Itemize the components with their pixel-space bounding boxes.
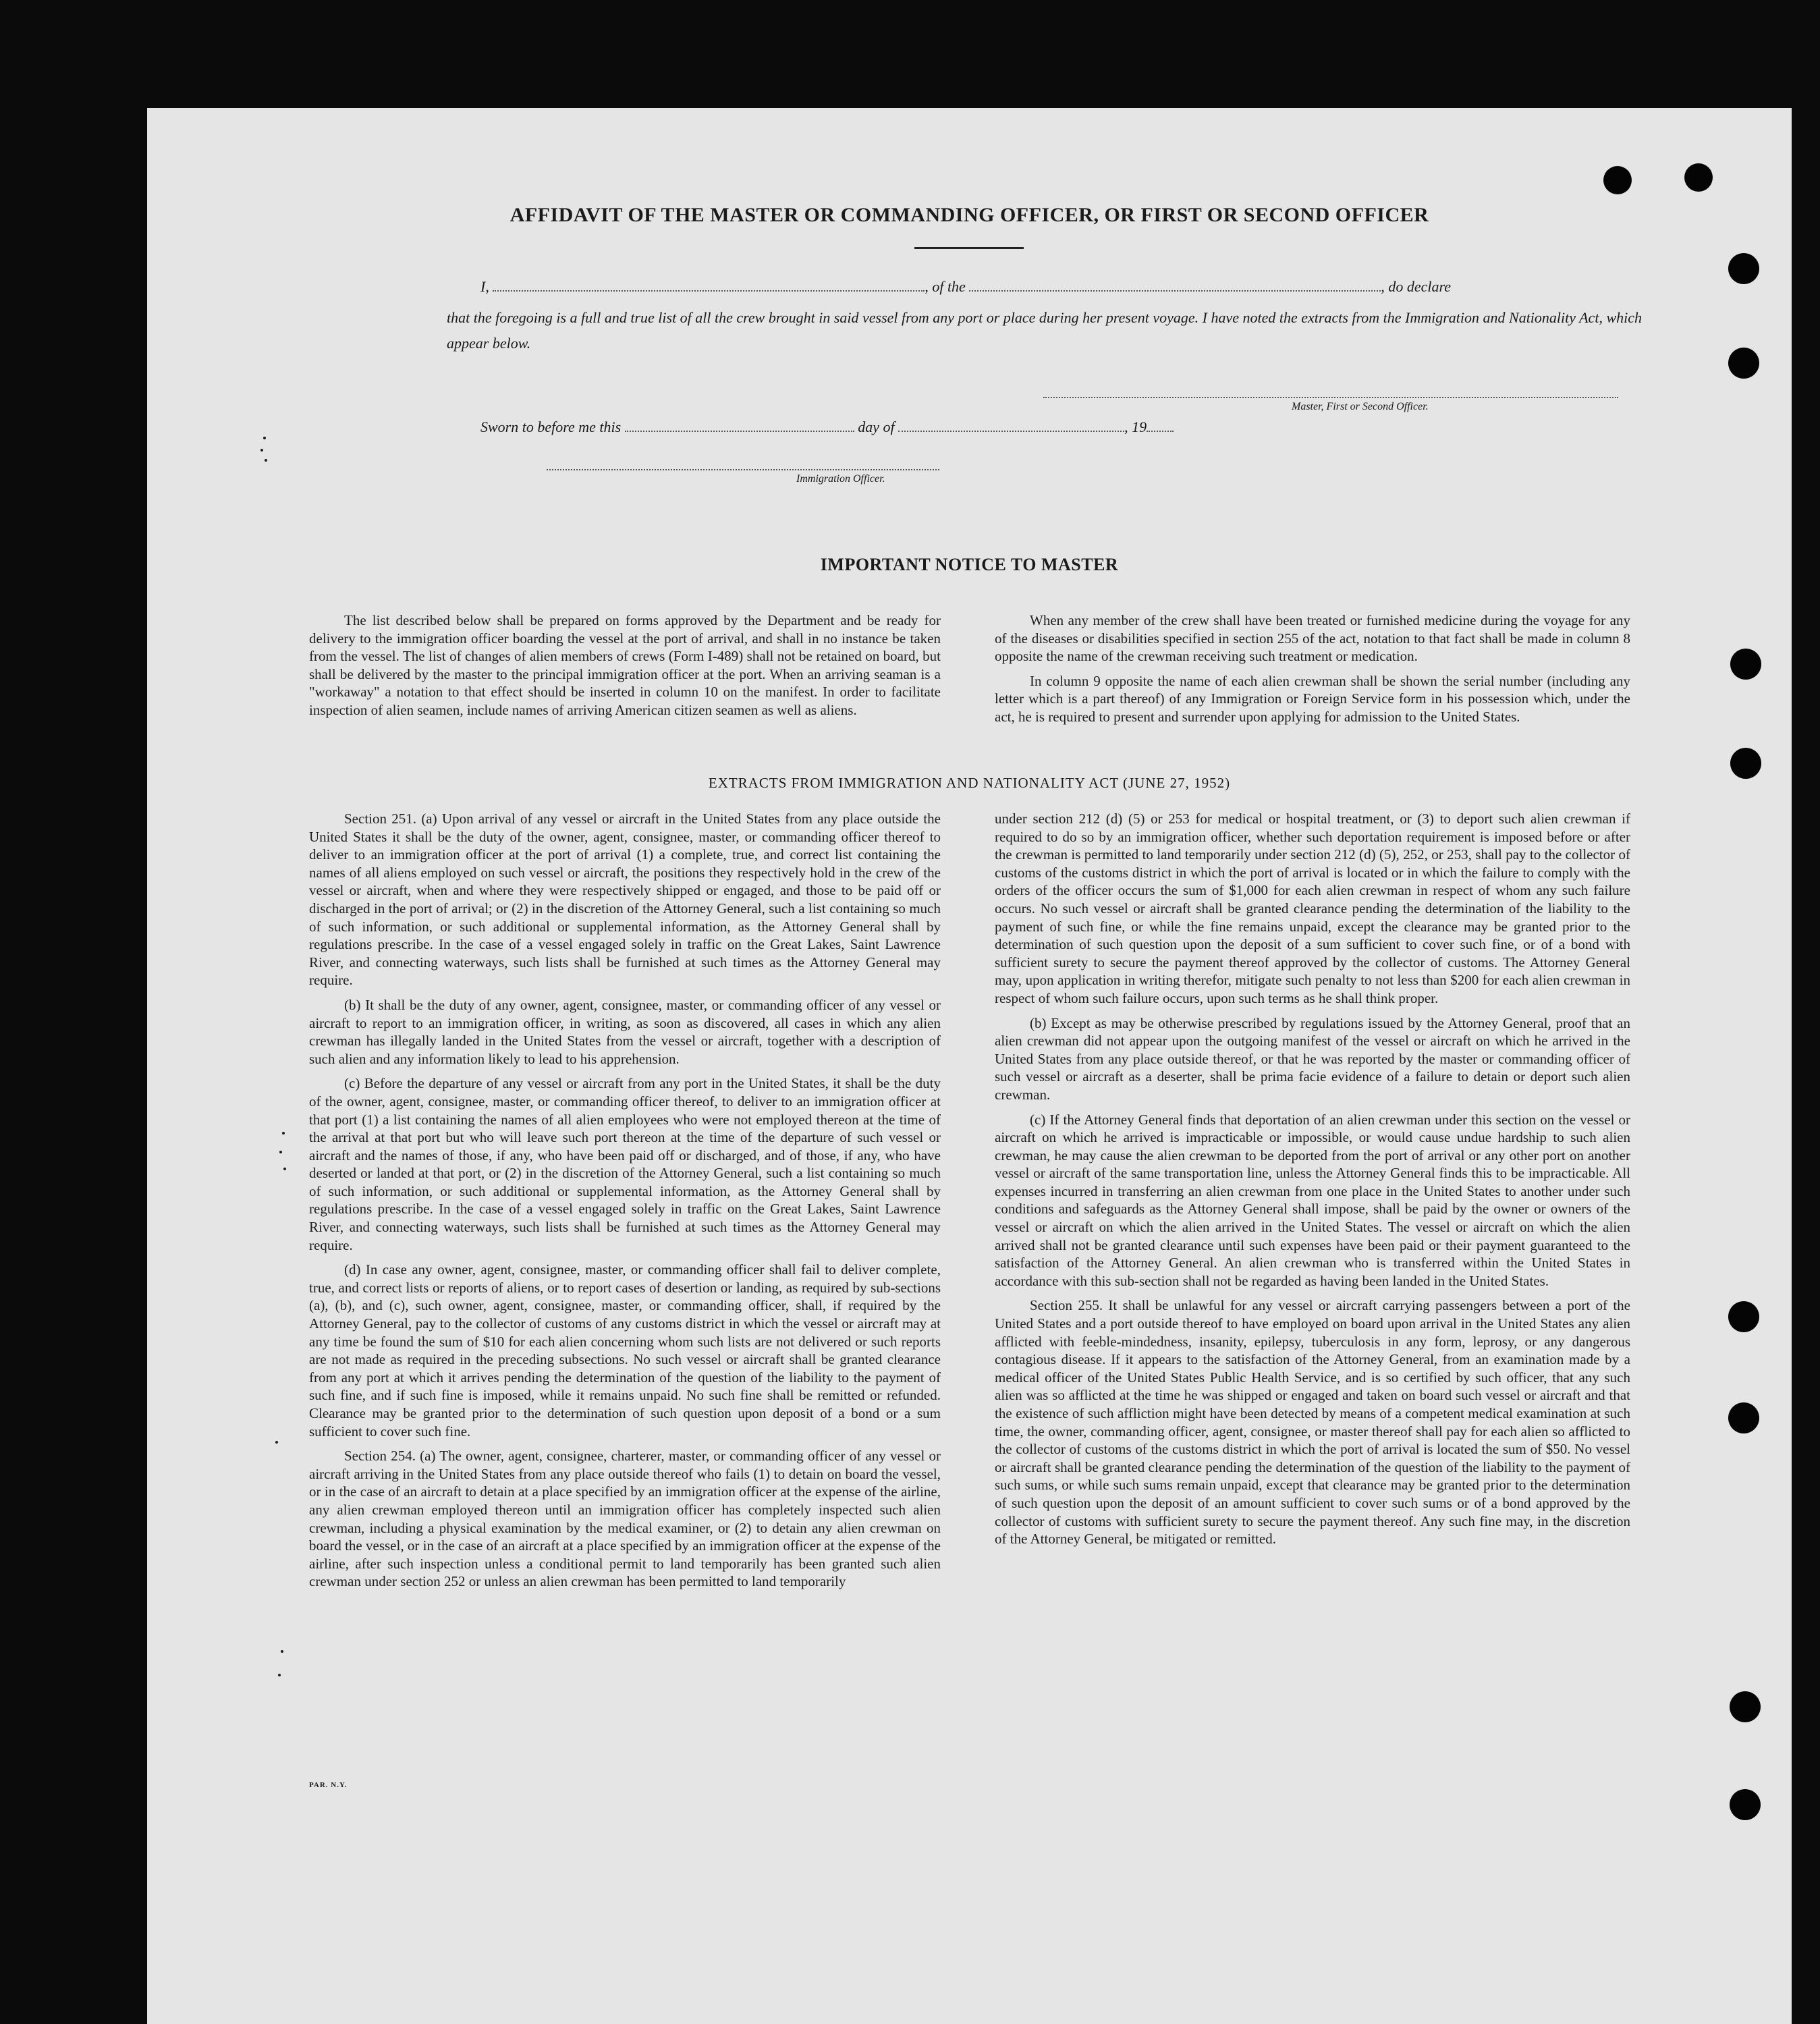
section-251-c: (c) Before the departure of any vessel or aircraft from any port in the United States, it shall be the duty of the owner, agent, consignee, master, or commanding officer thereof, to deliver to an immigration officer at that port (1) a list containing the names of all alien employees who were not employed thereon at the time of the arrival at that port but who will leave such port thereon at the time of the departure of such vessel or aircraft and the names of those, if any, who have been paid off or discharged, and of those, if any, who have deserted or landed at that port, or (2) in the discretion of the Attorney General, such a list containing so much of such information, or such additional or supplemental information, as the Attorney General shall by regulations prescribe. In the case of a vessel engaged solely in traffic on the Great Lakes, Saint Lawrence River, and connecting waterways, such lists shall be furnished at such times as the Attorney General may require. <box>309 1075 941 1253</box>
declaration-do-declare: , do declare <box>1381 278 1451 295</box>
section-254-a: Section 254. (a) The owner, agent, consignee, charterer, master, or commanding officer of any vessel or aircraft arriving in the United States from any place outside thereof who fails (1) to detain on board the vessel, or in the case of an aircraft to detain at a place specified by an immigration officer at the expense of the airline, any alien crewman employed thereon until an immigration officer has completely inspected such alien crewman, including a physical examination by the medical examiner, or (2) to detain any alien crewman on board the vessel, or in the case of an aircraft at a place specified by an immigration officer at the expense of the airline, after such inspection unless a conditional permit to land temporarily has been granted such alien crewman under section 252 or unless an alien crewman has been permitted to land temporarily <box>309 1448 941 1590</box>
margin-mark <box>282 1132 285 1134</box>
margin-mark <box>265 459 267 462</box>
punch-hole <box>1728 348 1759 379</box>
sworn-line <box>480 418 1290 443</box>
sworn-day-of: day of <box>858 418 895 435</box>
margin-mark <box>279 1151 282 1153</box>
punch-hole <box>1728 253 1759 284</box>
printer-mark: PAR. N.Y. <box>309 1781 348 1789</box>
declaration-line <box>480 278 1655 302</box>
section-254-a-continued: under section 212 (d) (5) or 253 for medical or hospital treatment, or (3) to deport such alien crewman if required to do so by an immigration officer, whether such deportation requirement is imposed before or after the crewman is permitted to land temporarily under section 212 (d) (5), 252, or 253, shall pay to the collector of customs of the customs district in which the port of arrival is located or in which the failure to comply with the orders of the officer occurs the sum of $1,000 for each alien crewman in respect of whom any such failure occurs. No such vessel or aircraft shall be granted clearance pending the determination of the liability to the payment of such fine, or while the fine remains unpaid, except the clearance may be granted prior to the determination of such question upon the deposit of a sum sufficient to cover such fine, or of a bond with sufficient surety to secure the payment thereof approved by the collector of customs. The Attorney General may, upon application in writing therefor, mitigate such penalty to not less than $200 for each alien crewman in respect of whom such failure occurs, upon such terms as he shall think proper. <box>995 811 1630 1006</box>
sworn-year: , 19 <box>1124 418 1147 435</box>
margin-mark <box>263 437 266 439</box>
notice-left-column <box>309 611 941 726</box>
margin-mark <box>260 449 263 452</box>
year-blank <box>1147 418 1174 432</box>
extracts-title: EXTRACTS FROM IMMIGRATION AND NATIONALITY ACT (JUNE 27, 1952) <box>708 775 1231 791</box>
margin-mark <box>283 1168 286 1170</box>
affidavit-title: AFFIDAVIT OF THE MASTER OR COMMANDING OFFICER, OR FIRST OR SECOND OFFICER <box>509 204 1429 226</box>
extracts-left-column <box>309 810 941 1597</box>
officer-signature-line <box>547 469 939 470</box>
punch-hole <box>1728 1301 1759 1332</box>
master-caption: Master, First or Second Officer. <box>1292 401 1429 412</box>
form-page <box>147 108 1792 2024</box>
notice-right-paragraph-1: When any member of the crew shall have been treated or furnished medicine during the voyage for any of the diseases or disabilities specified in section 255 of the act, notation to that fact shall be made in column 8 opposite the name of the crewman receiving such treatment or medication. <box>995 612 1630 665</box>
margin-mark <box>275 1441 278 1444</box>
day-blank <box>625 418 854 432</box>
punch-hole <box>1730 1691 1761 1722</box>
margin-mark <box>278 1674 281 1676</box>
declaration-of-the: , of the <box>925 278 966 295</box>
punch-hole <box>1730 649 1761 680</box>
officer-caption: Immigration Officer. <box>796 473 885 485</box>
section-251-a: Section 251. (a) Upon arrival of any vessel or aircraft in the United States from any place outside the United States it shall be the duty of the owner, agent, consignee, master, or commanding officer thereof to deliver to an immigration officer at the port of arrival (1) a complete, true, and correct list containing the names of all aliens employed on such vessel or aircraft, the positions they respectively hold in the crew of the vessel or aircraft, when and where they were respectively shipped or engaged, and those to be paid off or discharged in the port of arrival; or (2) in the discretion of the Attorney General, such a list containing so much of such information, or such additional or supplemental information, as the Attorney General shall by regulations prescribe. In the case of a vessel engaged solely in traffic on the Great Lakes, Saint Lawrence River, and connecting waterways, such lists shall be furnished at such times as the Attorney General may require. <box>309 811 941 989</box>
notice-left-paragraph: The list described below shall be prepared on forms approved by the Department and be ready for delivery to the immigration officer boarding the vessel at the port of arrival, and shall in no instance be taken from the vessel. The list of changes of alien members of crews (Form I-489) shall not be retained on board, but shall be delivered by the master to the principal immigration officer at the port. When an arriving seaman is a "workaway" a notation to that effect should be inserted in column 10 on the manifest. In order to facilitate inspection of alien seamen, include names of arriving American citizen seamen as well as aliens. <box>309 612 941 718</box>
sworn-prefix: Sworn to before me this <box>480 418 622 435</box>
section-254-b: (b) Except as may be otherwise prescribed by regulations issued by the Attorney General, proof that an alien crewman did not appear upon the outgoing manifest of the vessel or aircraft on which he arrived in the United States from any place outside thereof, or that he was reported by the master or commanding officer of such vessel or aircraft as a deserter, shall be prima facie evidence of a failure to detain or deport such alien crewman. <box>995 1014 1630 1103</box>
section-255: Section 255. It shall be unlawful for any vessel or aircraft carrying passengers between a port of the United States and a port outside thereof to have employed on board upon arrival in the United States any alien afflicted with feeble-mindedness, insanity, epilepsy, tuberculosis in any form, leprosy, or any dangerous contagious disease. If it appears to the satisfaction of the Attorney General, from an examination made by a medical officer of the United States Public Health Service, and is so certified by such officer, that any such alien was so afflicted at the time he was shipped or engaged and taken on board such vessel or aircraft and that the existence of such affliction might have been detected by means of a competent medical examination at such time, the owner, commanding officer, agent, consignee, or master thereof shall pay for each alien so afflicted to the collector of customs of the customs district in which the port of arrival is located the sum of $50. No vessel or aircraft shall be granted clearance pending the determination of the question of the liability to the payment of such sums, or while such sums remain unpaid, except that clearance may be granted prior to the determination of such question upon the deposit of an amount sufficient to cover such sums or of a bond approved by the collector of customs with sufficient surety to secure the payment thereof. Any such fine may, in the discretion of the Attorney General, be mitigated or remitted. <box>995 1297 1630 1548</box>
punch-hole <box>1730 748 1761 779</box>
declaration-i: I, <box>480 278 489 295</box>
month-blank <box>898 418 1124 432</box>
section-254-c: (c) If the Attorney General finds that deportation of an alien crewman under this section on the vessel or aircraft on which he arrived is impracticable or impossible, or would cause undue hardship to such alien crewman, he may cause the alien crewman to be deported from the port of arrival or any other port on another vessel or aircraft of the same transportation line, unless the Attorney General finds this to be impracticable. All expenses incurred in transferring an alien crewman from one place in the United States to another under such conditions and safeguards as the Attorney General shall impose, shall be paid by the owner or owners of the vessel or aircraft on which the alien arrived in the United States. The vessel or aircraft on which the alien arrived shall not be granted clearance until such expenses have been paid or their payment guaranteed to the satisfaction of the Attorney General. An alien crewman who is transferred within the United States in accordance with this sub-section shall not be regarded as having been landed in the United States. <box>995 1111 1630 1289</box>
declaration-body: that the foregoing is a full and true list of all the crew brought in said vessel from any port or place during her present voyage. I have noted the extracts from the Immigration and Nationality Act, which appear below. <box>447 309 1642 352</box>
section-251-d: (d) In case any owner, agent, consignee, master, or commanding officer shall fail to deliver complete, true, and correct lists or reports of aliens, or to report cases of desertion or landing, as required by sub-sections (a), (b), and (c), such owner, agent, consignee, master, or commanding officer, shall, if required by the Attorney General, pay to the collector of customs of any customs district in which the vessel or aircraft may at any time be found the sum of $10 for each alien concerning whom such lists are not delivered or such reports are not made as required in the preceding subsections. No such vessel or aircraft shall be granted clearance from any port at which it arrives pending the determination of the question of the liability to the payment of such fine, and if such fine is imposed, while it remains unpaid. No such fine shall be remitted or refunded. Clearance may be granted prior to the determination of such question upon deposit of a bond or a sum sufficient to cover such fine. <box>309 1261 941 1440</box>
title-underline <box>914 247 1024 249</box>
name-blank <box>493 278 925 292</box>
notice-right-paragraph-2: In column 9 opposite the name of each alien crewman shall be shown the serial number (including any letter which is a part thereof) of any Immigration or Foreign Service form in his possession which, under the act, he is required to present and surrender upon applying for admission to the United States. <box>995 672 1630 725</box>
master-signature-line <box>1043 397 1618 398</box>
vessel-blank <box>969 278 1381 292</box>
punch-hole <box>1728 1402 1759 1433</box>
notice-title: IMPORTANT NOTICE TO MASTER <box>820 555 1119 574</box>
notice-right-column <box>995 611 1630 733</box>
section-251-b: (b) It shall be the duty of any owner, agent, consignee, master, or commanding officer of any vessel or aircraft to report to an immigration officer, in writing, as soon as discovered, all cases in which any alien crewman has illegally landed in the United States from the vessel or aircraft, together with a description of such alien and any information likely to lead to his apprehension. <box>309 996 941 1067</box>
punch-hole <box>1603 166 1632 194</box>
margin-mark <box>281 1650 283 1653</box>
punch-hole <box>1684 163 1713 192</box>
extracts-right-column <box>995 810 1630 1555</box>
punch-hole <box>1730 1789 1761 1820</box>
